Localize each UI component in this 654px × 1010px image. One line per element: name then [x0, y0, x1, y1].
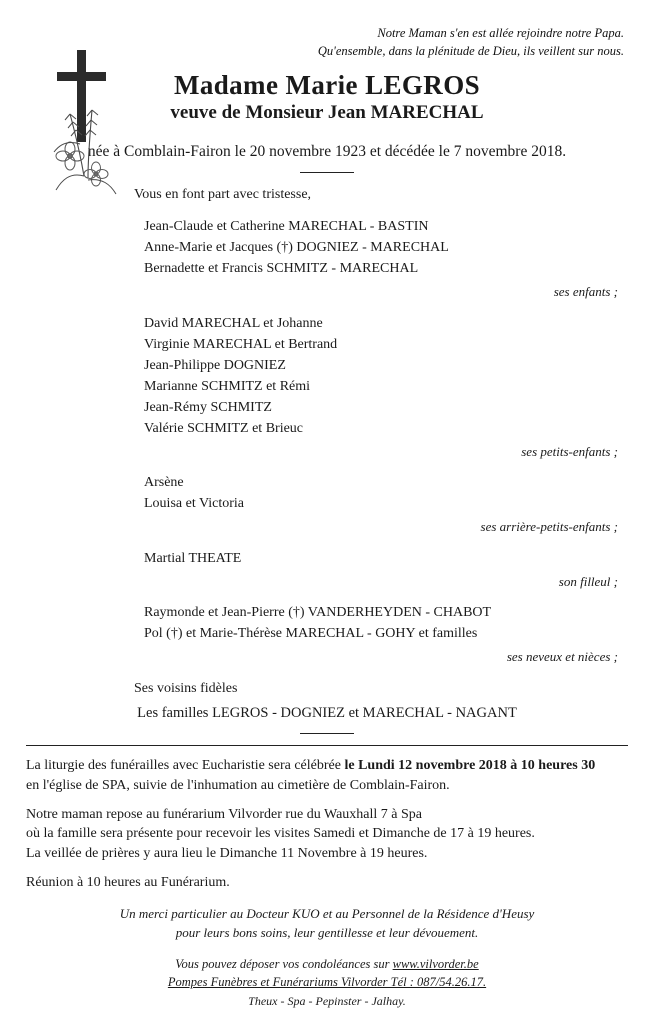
family-member: Raymonde et Jean-Pierre (†) VANDERHEYDEN - CHABOT [144, 605, 492, 621]
repose-line-1: Notre maman repose au funérarium Vilvorder rue du Wauxhall 7 à Spa [26, 806, 422, 822]
family-member: David MARECHAL et Johanne [144, 315, 323, 331]
family-member: Virginie MARECHAL et Bertrand [144, 336, 338, 352]
family-group-grandchildren [134, 313, 622, 439]
family-member: Jean-Philippe DOGNIEZ [144, 357, 286, 373]
family-member: Louisa et Victoria [144, 496, 244, 512]
relation-label-nephews-nieces: ses neveux et nièces ; [506, 649, 618, 665]
family-member: Martial THEATE [144, 550, 242, 566]
family-member: Valérie SCHMITZ et Brieuc [144, 420, 304, 436]
liturgy-paragraph [26, 756, 628, 796]
family-group-children [134, 216, 622, 279]
relation-label-grandchildren: ses petits-enfants ; [521, 443, 618, 459]
service-information [26, 756, 628, 893]
family-member: Jean-Claude et Catherine MARECHAL - BASTIN [144, 219, 429, 235]
repose-paragraph [26, 805, 628, 865]
relation-label-children: ses enfants ; [553, 284, 618, 300]
epitaph-line-1: Notre Maman s'en est allée rejoindre notre Papa. [377, 26, 624, 40]
repose-line-2: où la famille sera présente pour recevoir les visites Samedi et Dimanche de 17 à 19 heures. [26, 826, 535, 842]
liturgy-datetime: le Lundi 12 novembre 2018 à 10 heures 30 [344, 757, 596, 773]
divider-top [300, 172, 354, 173]
divider-full-width [26, 745, 628, 746]
family-member: Bernadette et Francis SCHMITZ - MARECHAL [144, 261, 419, 277]
family-block [26, 184, 628, 699]
announcement-intro: Vous en font part avec tristesse, [134, 187, 312, 203]
condolences-line [26, 955, 628, 974]
vigil-line: La veillée de prières y aura lieu le Dimanche 11 Novembre à 19 heures. [26, 846, 428, 862]
thanks-line-2: pour leurs bons soins, leur gentillesse et leur dévouement. [175, 924, 479, 940]
deceased-name: Madame Marie LEGROS [173, 70, 481, 101]
birth-death-line: née à Comblain-Fairon le 20 novembre 1923 et décédée le 7 novembre 2018. [87, 143, 567, 161]
family-group-nephews-nieces [134, 602, 622, 644]
thanks-note [26, 905, 628, 943]
meeting-line: Réunion à 10 heures au Funérarium. [26, 875, 230, 891]
family-group-godson [134, 548, 622, 569]
epitaph-line-2: Qu'ensemble, dans la plénitude de Dieu, ils veillent sur nous. [317, 44, 624, 59]
family-member: Pol (†) et Marie-Thérèse MARECHAL - GOHY et familles [144, 626, 478, 642]
deceased-spouse: veuve de Monsieur Jean MARECHAL [170, 102, 484, 124]
relation-label-godson: son filleul ; [558, 573, 618, 589]
footer [26, 955, 628, 1010]
towns-line: Theux - Spa - Pepinster - Jalhay. [248, 994, 406, 1009]
family-member: Anne-Marie et Jacques (†) DOGNIEZ - MARECHAL [144, 240, 449, 256]
neighbours-line: Ses voisins fidèles [134, 680, 238, 696]
thanks-line-1: Un merci particulier au Docteur KUO et au Personnel de la Résidence d'Heusy [119, 906, 535, 922]
family-member: Arsène [144, 475, 184, 491]
liturgy-text-pre: La liturgie des funérailles avec Eucharistie sera célébrée [26, 757, 345, 773]
condolences-text: Vous pouvez déposer vos condoléances sur [175, 956, 393, 971]
divider-bottom [300, 733, 354, 734]
cross-flower-decoration [40, 48, 150, 198]
liturgy-text-post: en l'église de SPA, suivie de l'inhumation au cimetière de Comblain-Fairon. [26, 777, 450, 793]
condolences-website-link[interactable]: www.vilvorder.be [392, 956, 479, 971]
family-member: Marianne SCHMITZ et Rémi [144, 378, 311, 394]
funeral-home-line: Pompes Funèbres et Funérariums Vilvorder Tél : 087/54.26.17. [167, 975, 487, 990]
family-group-great-grandchildren [134, 472, 622, 514]
relation-label-great-grandchildren: ses arrière-petits-enfants ; [480, 519, 618, 535]
closing-families-line: Les familles LEGROS - DOGNIEZ et MARECHAL - NAGANT [137, 704, 517, 721]
family-member: Jean-Rémy SCHMITZ [144, 399, 272, 415]
